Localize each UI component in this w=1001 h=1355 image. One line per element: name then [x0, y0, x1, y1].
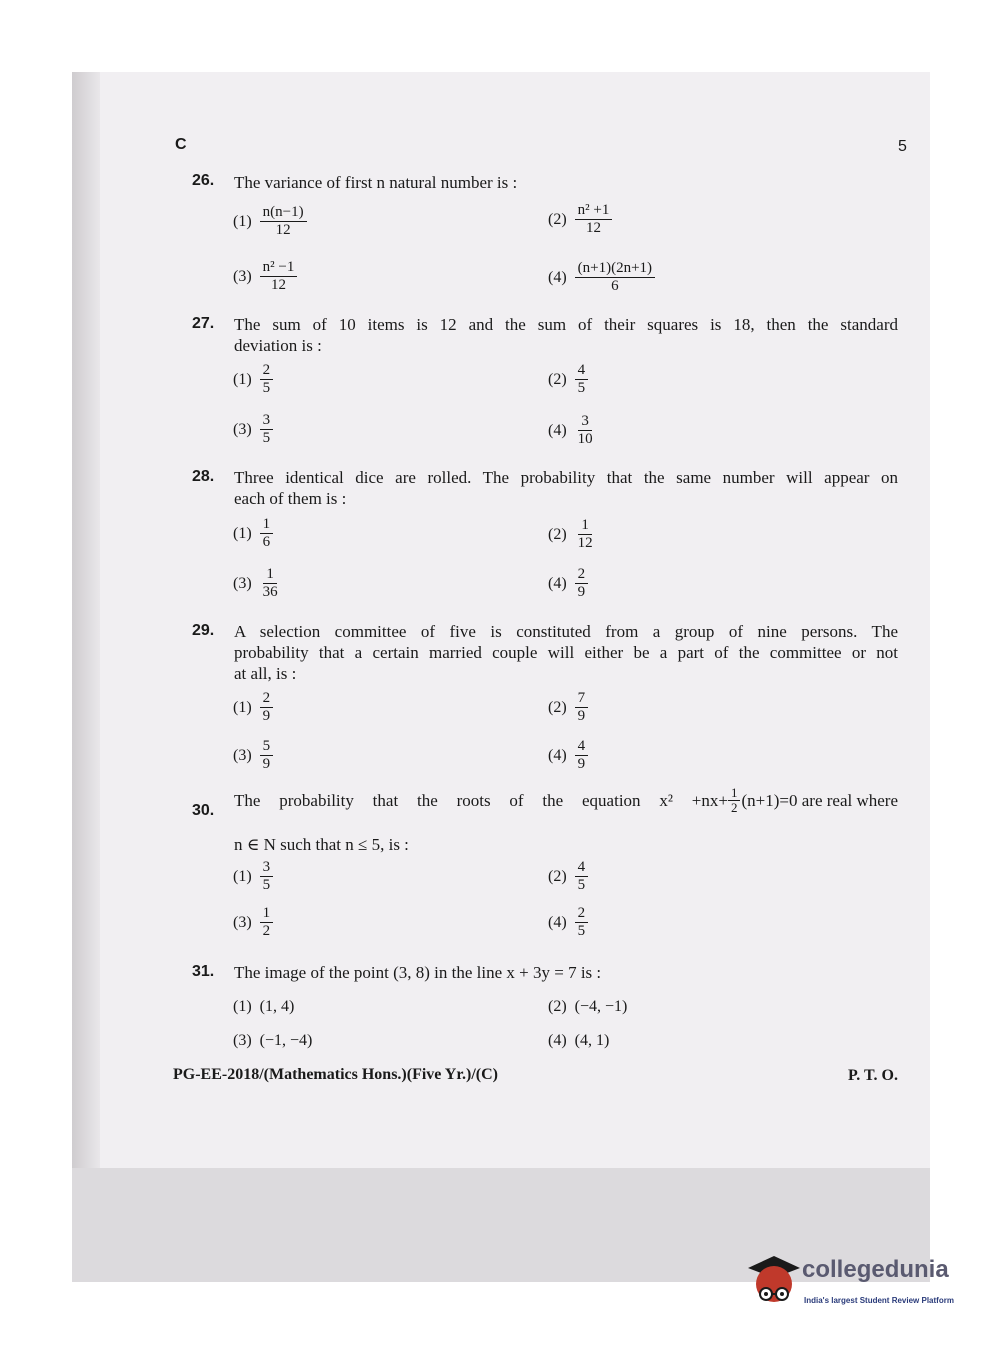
- fraction-denominator: 9: [577, 584, 586, 600]
- fraction: [575, 202, 613, 237]
- fraction-numerator: 1: [728, 786, 741, 801]
- fraction-numerator: 1: [263, 566, 277, 584]
- option: [548, 566, 588, 601]
- question-text: [234, 786, 898, 815]
- option-label: (1): [233, 370, 252, 388]
- fraction: [575, 260, 655, 295]
- fraction-denominator: 10: [577, 431, 593, 447]
- fraction-numerator: 1: [260, 905, 274, 923]
- fraction-numerator: 4: [575, 738, 589, 756]
- fraction-denominator: 9: [262, 756, 271, 772]
- option-label: (1): [233, 212, 252, 230]
- fraction-denominator: 5: [577, 923, 586, 939]
- fraction-numerator: 5: [260, 738, 274, 756]
- fraction-denominator: 12: [271, 277, 287, 293]
- fraction-denominator: 5: [262, 877, 271, 893]
- collegedunia-mascot-icon: [744, 1250, 804, 1312]
- option: [548, 202, 612, 237]
- option: [548, 905, 588, 940]
- option: [548, 738, 588, 773]
- option: [548, 998, 627, 1016]
- option-label: (2): [548, 698, 567, 716]
- fraction-denominator: 12: [577, 535, 593, 551]
- fraction-numerator: 4: [575, 362, 589, 380]
- pto-label: P. T. O.: [848, 1067, 898, 1084]
- question-number: 28.: [192, 468, 215, 485]
- fraction: [575, 905, 589, 940]
- fraction: [575, 738, 589, 773]
- question-text: A selection committee of five is constituted from a group of nine persons. The: [234, 622, 898, 641]
- question-number: 26.: [192, 172, 215, 189]
- option-label: (3): [233, 267, 252, 285]
- option-value: (−4, −1): [574, 998, 628, 1015]
- option-label: (1): [233, 524, 252, 542]
- fraction-denominator: 6: [611, 278, 619, 294]
- brand-tagline: India's largest Student Review Platform: [804, 1296, 954, 1305]
- paper-code: PG-EE-2018/(Mathematics Hons.)(Five Yr.)/(C): [173, 1066, 498, 1083]
- option-label: (1): [233, 698, 252, 716]
- fraction-numerator: 1: [578, 517, 592, 535]
- option: [548, 260, 655, 295]
- fraction-numerator: 4: [575, 859, 589, 877]
- option: [233, 412, 273, 447]
- question-text: probability that a certain married couple will either be a part of the committee or not: [234, 643, 898, 662]
- page-number: 5: [898, 138, 907, 155]
- option: [233, 1032, 312, 1050]
- option-label: (1): [233, 998, 252, 1015]
- question-text: The variance of first n natural number is :: [234, 173, 518, 192]
- fraction: [260, 259, 298, 294]
- fraction-denominator: 12: [586, 220, 602, 236]
- option: [548, 362, 588, 397]
- fraction: [260, 516, 274, 551]
- fraction-denominator: 9: [577, 756, 586, 772]
- fraction-numerator: 3: [260, 859, 274, 877]
- fraction: [260, 204, 307, 239]
- option-label: (3): [233, 746, 252, 764]
- fraction-numerator: 2: [575, 566, 589, 584]
- fraction: [260, 362, 274, 397]
- fraction-numerator: 3: [260, 412, 274, 430]
- option-label: (3): [233, 420, 252, 438]
- option-label: (4): [548, 574, 567, 592]
- option: [233, 566, 281, 601]
- fraction-denominator: 12: [275, 222, 291, 238]
- fraction: [575, 859, 589, 894]
- fraction: [575, 413, 596, 448]
- option-label: (3): [233, 913, 252, 931]
- option-label: (3): [233, 1032, 252, 1049]
- fraction-denominator: 5: [577, 877, 586, 893]
- option: [233, 690, 273, 725]
- option-label: (3): [233, 574, 252, 592]
- collegedunia-watermark: [744, 1250, 974, 1320]
- question-text: each of them is :: [234, 489, 347, 508]
- option-label: (4): [548, 913, 567, 931]
- option-label: (2): [548, 998, 567, 1015]
- option: [233, 998, 294, 1016]
- question-text: at all, is :: [234, 664, 297, 683]
- fraction-numerator: 7: [575, 690, 589, 708]
- page-spine-shadow: [72, 72, 100, 1282]
- fraction: [260, 412, 274, 447]
- fraction-numerator: 2: [575, 905, 589, 923]
- fraction-denominator: 2: [262, 923, 271, 939]
- fraction-numerator: 1: [260, 516, 274, 534]
- question-text: The sum of 10 items is 12 and the sum of their squares is 18, then the standard: [234, 315, 898, 334]
- question-number: 30.: [192, 802, 215, 819]
- option: [233, 362, 273, 397]
- fraction-numerator: n² −1: [260, 259, 298, 277]
- fraction-half: [728, 786, 741, 815]
- question-text: Three identical dice are rolled. The probability that the same number will appear on: [234, 468, 898, 487]
- question-text: The image of the point (3, 8) in the line x + 3y = 7 is :: [234, 963, 602, 982]
- option-label: (2): [548, 867, 567, 885]
- fraction-denominator: 5: [262, 380, 271, 396]
- option-label: (2): [548, 370, 567, 388]
- option: [233, 738, 273, 773]
- fraction-numerator: 3: [578, 413, 592, 431]
- fraction: [260, 738, 274, 773]
- fraction-numerator: n(n−1): [260, 204, 307, 222]
- fraction-denominator: 9: [262, 708, 271, 724]
- option-value: (4, 1): [574, 1032, 610, 1049]
- option: [548, 859, 588, 894]
- option: [233, 259, 297, 294]
- fraction-numerator: n² +1: [575, 202, 613, 220]
- fraction-denominator: 36: [262, 584, 278, 600]
- question-number: 27.: [192, 315, 215, 332]
- option: [548, 690, 588, 725]
- fraction: [575, 362, 589, 397]
- brand-name: collegedunia: [802, 1256, 949, 1283]
- question-number: 29.: [192, 622, 215, 639]
- option: [233, 905, 273, 940]
- fraction-denominator: 9: [577, 708, 586, 724]
- question-number: 31.: [192, 963, 215, 980]
- option: [233, 204, 307, 239]
- fraction-denominator: 6: [262, 534, 271, 550]
- option-label: (2): [548, 525, 567, 543]
- exam-page: [72, 72, 930, 1282]
- question-text: n ∈ N such that n ≤ 5, is :: [234, 835, 409, 854]
- option-value: (1, 4): [259, 998, 295, 1015]
- fraction: [575, 566, 589, 601]
- fraction-numerator: 2: [260, 690, 274, 708]
- option: [233, 516, 273, 551]
- fraction-numerator: 2: [260, 362, 274, 380]
- option: [548, 1032, 609, 1050]
- option-label: (1): [233, 867, 252, 885]
- option-label: (4): [548, 1032, 567, 1049]
- fraction-denominator: 5: [262, 430, 271, 446]
- fraction-numerator: (n+1)(2n+1): [575, 260, 655, 278]
- option: [548, 413, 596, 448]
- fraction-denominator: 5: [577, 380, 586, 396]
- fraction-denominator: 2: [730, 800, 738, 815]
- fraction: [575, 517, 596, 552]
- question-text: deviation is :: [234, 336, 322, 355]
- option-label: (4): [548, 268, 567, 286]
- option: [233, 859, 273, 894]
- option: [548, 517, 596, 552]
- section-letter: C: [175, 136, 187, 153]
- fraction: [260, 690, 274, 725]
- option-label: (4): [548, 746, 567, 764]
- option-label: (4): [548, 421, 567, 439]
- option-value: (−1, −4): [259, 1032, 313, 1049]
- fraction: [260, 905, 274, 940]
- question-text-part: The probability that the roots of the equation x² +nx+: [234, 791, 728, 810]
- fraction: [260, 566, 281, 601]
- question-text-part: (n+1)=0 are real where: [741, 791, 898, 810]
- fraction: [575, 690, 589, 725]
- fraction: [260, 859, 274, 894]
- option-label: (2): [548, 210, 567, 228]
